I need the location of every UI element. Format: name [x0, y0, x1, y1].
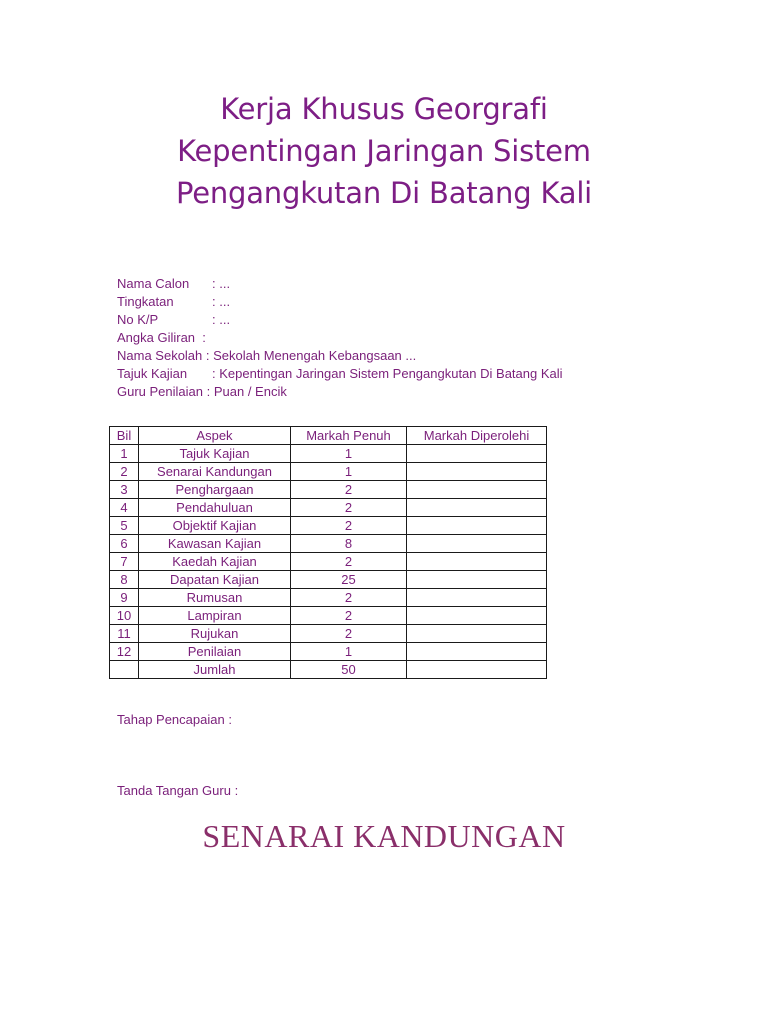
info-row-angka-giliran: [117, 329, 563, 347]
table-row: [110, 607, 547, 625]
cell-aspek: Kawasan Kajian: [139, 535, 291, 553]
title-line-3: Pengangkutan Di Batang Kali: [175, 176, 593, 210]
table-row: [110, 571, 547, 589]
info-label: Nama Calon: [117, 276, 190, 291]
cell-aspek: Lampiran: [139, 607, 291, 625]
title-line-1: Kerja Khusus Georgrafi: [220, 92, 548, 126]
tahap-pencapaian-label: Tahap Pencapaian :: [117, 712, 232, 727]
cell-markah-diperolehi: [407, 589, 547, 607]
header-bil: Bil: [110, 427, 139, 445]
info-value: : ...: [212, 312, 231, 327]
cell-bil: 2: [110, 463, 139, 481]
cell-markah-diperolehi: [407, 499, 547, 517]
cell-aspek: Tajuk Kajian: [139, 445, 291, 463]
info-value: : ...: [212, 276, 231, 291]
header-markah-penuh: Markah Penuh: [291, 427, 407, 445]
cell-markah-penuh: 25: [291, 571, 407, 589]
cell-markah-diperolehi: [407, 643, 547, 661]
cell-markah-diperolehi: [407, 571, 547, 589]
cell-bil: 8: [110, 571, 139, 589]
table-row: [110, 499, 547, 517]
cell-aspek: Penilaian: [139, 643, 291, 661]
table-row: [110, 517, 547, 535]
info-row-tajuk-kajian: [117, 365, 563, 383]
cell-aspek: Rumusan: [139, 589, 291, 607]
cell-markah-diperolehi: [407, 445, 547, 463]
info-label: Angka Giliran: [117, 330, 196, 345]
table-row: [110, 445, 547, 463]
info-row-guru-penilaian: [117, 383, 563, 401]
cell-markah-penuh: 50: [291, 661, 407, 679]
cell-markah-penuh: 1: [291, 643, 407, 661]
cell-bil: [110, 661, 139, 679]
cell-markah-penuh: 2: [291, 499, 407, 517]
table-row: [110, 553, 547, 571]
cell-bil: 12: [110, 643, 139, 661]
cell-bil: 3: [110, 481, 139, 499]
cell-bil: 9: [110, 589, 139, 607]
cell-markah-penuh: 2: [291, 517, 407, 535]
candidate-info: [117, 275, 563, 401]
cell-markah-diperolehi: [407, 517, 547, 535]
table-row: [110, 661, 547, 679]
cell-aspek: Dapatan Kajian: [139, 571, 291, 589]
info-label: Guru Penilaian: [117, 384, 203, 399]
cell-bil: 6: [110, 535, 139, 553]
info-label: Tajuk Kajian: [117, 366, 188, 381]
cell-markah-penuh: 2: [291, 625, 407, 643]
cell-markah-penuh: 1: [291, 463, 407, 481]
cell-markah-penuh: 2: [291, 481, 407, 499]
info-value: : Sekolah Menengah Kebangsaan ...: [205, 348, 417, 363]
cell-bil: 11: [110, 625, 139, 643]
cell-markah-penuh: 2: [291, 607, 407, 625]
info-label: Tingkatan: [117, 294, 174, 309]
cell-markah-penuh: 8: [291, 535, 407, 553]
info-row-nama-sekolah: [117, 347, 563, 365]
cell-aspek: Penghargaan: [139, 481, 291, 499]
table-header-row: [110, 427, 547, 445]
tanda-tangan-guru-label: Tanda Tangan Guru :: [117, 783, 239, 798]
cell-aspek: Kaedah Kajian: [139, 553, 291, 571]
table-row: [110, 481, 547, 499]
cell-aspek: Rujukan: [139, 625, 291, 643]
table-body: [110, 445, 547, 679]
table-row: [110, 643, 547, 661]
info-row-tingkatan: [117, 293, 563, 311]
cell-markah-diperolehi: [407, 553, 547, 571]
cell-aspek: Pendahuluan: [139, 499, 291, 517]
cell-markah-penuh: 1: [291, 445, 407, 463]
cell-aspek: Jumlah: [139, 661, 291, 679]
cell-markah-diperolehi: [407, 463, 547, 481]
cell-bil: 1: [110, 445, 139, 463]
info-label: No K/P: [117, 312, 159, 327]
table-row: [110, 625, 547, 643]
table-row: [110, 589, 547, 607]
info-value: : ...: [212, 294, 231, 309]
info-value: : Kepentingan Jaringan Sistem Pengangkutan Di Batang Kali: [212, 366, 563, 381]
cell-markah-penuh: 2: [291, 589, 407, 607]
info-value: : Puan / Encik: [206, 384, 287, 399]
cell-bil: 10: [110, 607, 139, 625]
table-row: [110, 463, 547, 481]
cell-bil: 7: [110, 553, 139, 571]
cell-markah-diperolehi: [407, 535, 547, 553]
table-row: [110, 535, 547, 553]
cell-markah-diperolehi: [407, 661, 547, 679]
info-value: :: [202, 330, 206, 345]
cell-aspek: Senarai Kandungan: [139, 463, 291, 481]
info-label: Nama Sekolah: [117, 348, 203, 363]
cell-aspek: Objektif Kajian: [139, 517, 291, 535]
header-markah-diperolehi: Markah Diperolehi: [407, 427, 547, 445]
cell-markah-diperolehi: [407, 625, 547, 643]
cell-bil: 5: [110, 517, 139, 535]
section-heading: SENARAI KANDUNGAN: [202, 818, 566, 854]
cell-markah-diperolehi: [407, 607, 547, 625]
cell-bil: 4: [110, 499, 139, 517]
title-line-2: Kepentingan Jaringan Sistem: [177, 134, 591, 168]
cell-markah-penuh: 2: [291, 553, 407, 571]
assessment-table: [109, 426, 547, 679]
cell-markah-diperolehi: [407, 481, 547, 499]
info-row-nama-calon: [117, 275, 563, 293]
info-row-no-kp: [117, 311, 563, 329]
document-title: [0, 88, 768, 214]
header-aspek: Aspek: [139, 427, 291, 445]
